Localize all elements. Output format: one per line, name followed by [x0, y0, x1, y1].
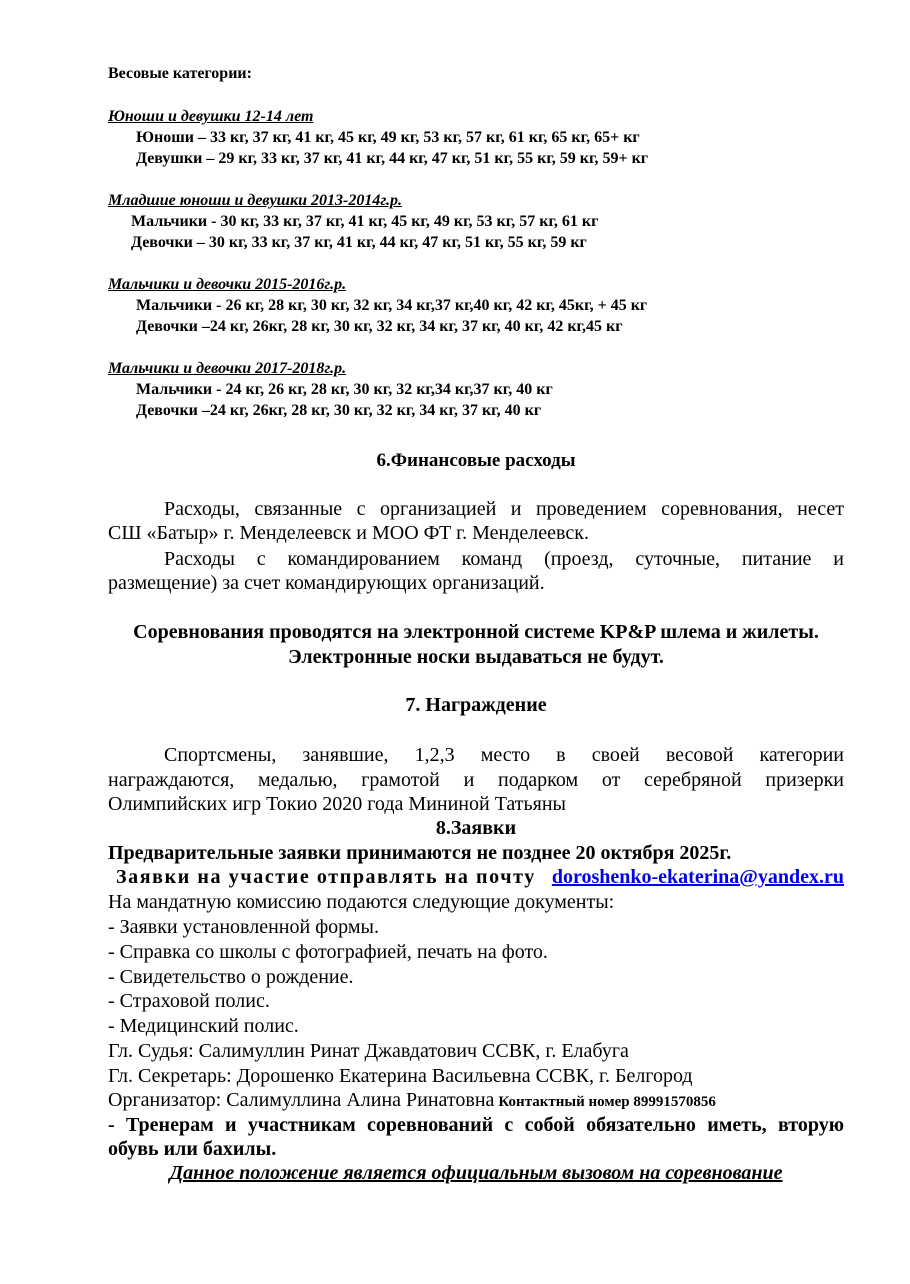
group-title-2017-2018: Мальчики и девочки 2017-2018г.р. — [108, 360, 347, 377]
finance-paragraph-1-line-2: СШ «Батыр» г. Менделеевск и МОО ФТ г. Менделеевск. — [108, 522, 589, 544]
organizer-name: Организатор: Салимуллина Алина Ринатовна — [108, 1089, 495, 1111]
finance-paragraph-2-line-1: Расходы с командированием команд (проезд, суточные, питание и — [164, 548, 844, 570]
applications-doc-item: - Свидетельство о рождение. — [108, 966, 354, 988]
organizer-line — [108, 1089, 716, 1112]
awards-line-1: Спортсмены, занявшие, 1,2,3 место в своей весовой категории — [164, 744, 844, 766]
group-title-2013-2014: Младшие юноши и девушки 2013-2014г.р. — [108, 192, 403, 209]
group-title-12-14: Юноши и девушки 12-14 лет — [108, 108, 314, 125]
group-line-boys-2017-2018: Мальчики - 24 кг, 26 кг, 28 кг, 30 кг, 32 кг,34 кг,37 кг, 40 кг — [136, 381, 553, 398]
weights-heading: Весовые категории: — [108, 65, 252, 82]
official-call-note: Данное положение является официальным вызовом на соревнование — [169, 1162, 783, 1184]
organizer-contact: Контактный номер 89991570856 — [498, 1094, 716, 1110]
applications-doc-item: - Заявки установленной формы. — [108, 916, 379, 938]
applications-doc-item: - Медицинский полис. — [108, 1015, 299, 1037]
applications-send-line — [108, 866, 844, 889]
awards-line-2: награждаются, медалью, грамотой и подарком от серебряной призерки — [108, 769, 844, 791]
finance-paragraph-2-line-2: размещение) за счет командирующих организаций. — [108, 572, 545, 594]
applications-email-link[interactable]: doroshenko-ekaterina@yandex.ru — [551, 866, 844, 888]
group-line-boys-2013-2014: Мальчики - 30 кг, 33 кг, 37 кг, 41 кг, 45 кг, 49 кг, 53 кг, 57 кг, 61 кг — [131, 213, 599, 230]
system-note-line-2: Электронные носки выдаваться не будут. — [288, 646, 664, 668]
applications-deadline: Предварительные заявки принимаются не позднее 20 октября 2025г. — [108, 842, 732, 864]
shoes-note-line-2: обувь или бахилы. — [108, 1138, 277, 1160]
awards-heading: 7. Награждение — [405, 694, 547, 716]
group-line-girls-12-14: Девушки – 29 кг, 33 кг, 37 кг, 41 кг, 44 кг, 47 кг, 51 кг, 55 кг, 59 кг, 59+ кг — [136, 150, 649, 167]
applications-heading: 8.Заявки — [435, 817, 517, 839]
group-line-girls-2015-2016: Девочки –24 кг, 26кг, 28 кг, 30 кг, 32 кг, 34 кг, 37 кг, 40 кг, 42 кг,45 кг — [136, 318, 623, 335]
awards-line-3: Олимпийских игр Токио 2020 года Мининой Татьяны — [108, 793, 566, 815]
applications-send-prefix: Заявки на участие отправлять на почту — [116, 866, 536, 888]
chief-judge: Гл. Судья: Салимуллин Ринат Джавдатович ССВК, г. Елабуга — [108, 1040, 629, 1062]
finance-heading: 6.Финансовые расходы — [376, 450, 576, 471]
group-line-boys-2015-2016: Мальчики - 26 кг, 28 кг, 30 кг, 32 кг, 34 кг,37 кг,40 кг, 42 кг, 45кг, + 45 кг — [136, 297, 648, 314]
applications-docs-intro: На мандатную комиссию подаются следующие документы: — [108, 891, 615, 913]
finance-paragraph-1-line-1: Расходы, связанные с организацией и проведением соревнования, несет — [164, 498, 844, 520]
system-note-line-1: Соревнования проводятся на электронной системе KP&P шлема и жилеты. — [133, 621, 819, 643]
chief-secretary: Гл. Секретарь: Дорошенко Екатерина Васильевна ССВК, г. Белгород — [108, 1065, 693, 1087]
group-line-girls-2013-2014: Девочки – 30 кг, 33 кг, 37 кг, 41 кг, 44 кг, 47 кг, 51 кг, 55 кг, 59 кг — [131, 234, 587, 251]
group-line-girls-2017-2018: Девочки –24 кг, 26кг, 28 кг, 30 кг, 32 кг, 34 кг, 37 кг, 40 кг — [136, 402, 542, 419]
group-line-boys-12-14: Юноши – 33 кг, 37 кг, 41 кг, 45 кг, 49 кг, 53 кг, 57 кг, 61 кг, 65 кг, 65+ кг — [136, 129, 640, 146]
applications-doc-item: - Справка со школы с фотографией, печать на фото. — [108, 941, 548, 963]
applications-doc-item: - Страховой полис. — [108, 990, 270, 1012]
group-title-2015-2016: Мальчики и девочки 2015-2016г.р. — [108, 276, 347, 293]
shoes-note-line-1: - Тренерам и участникам соревнований с собой обязательно иметь, вторую — [108, 1114, 844, 1136]
